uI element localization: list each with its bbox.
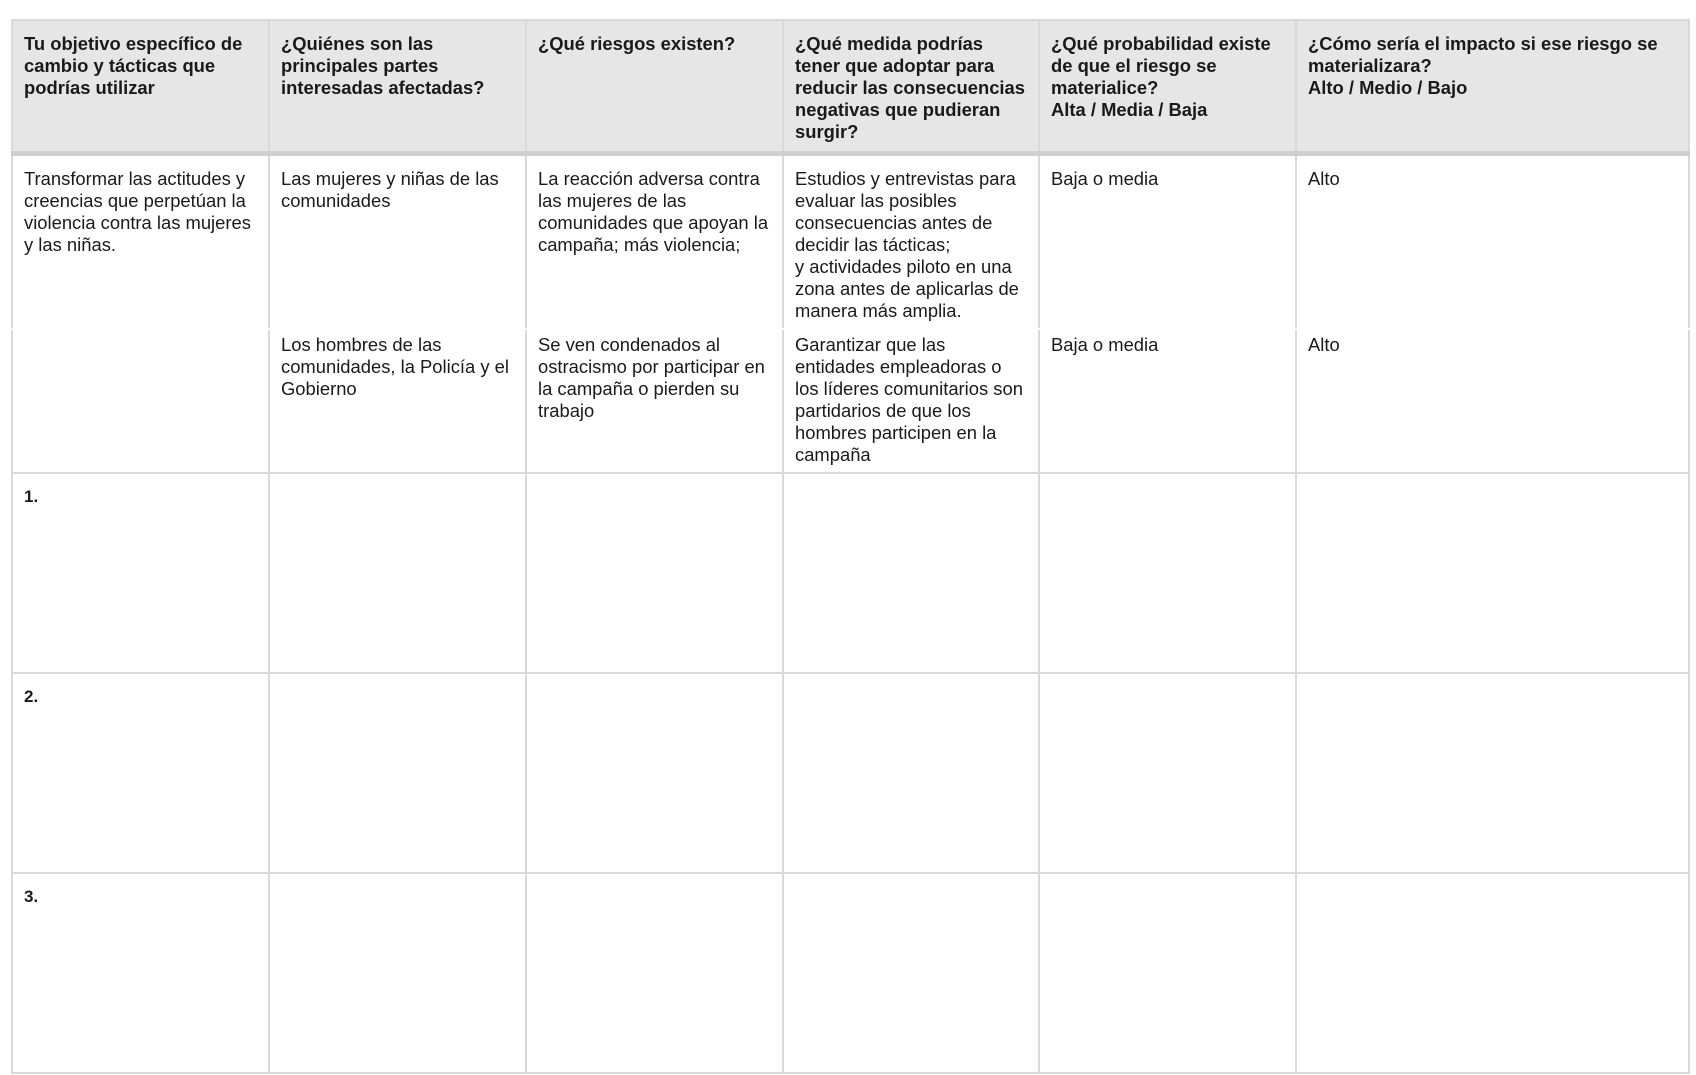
row-number-cell[interactable]: 3. (12, 873, 269, 1073)
header-risks: ¿Qué riesgos existen? (526, 20, 783, 154)
table-row (12, 873, 1689, 1073)
header-stakeholders: ¿Quiénes son las principales partes interesadas afectadas? (269, 20, 526, 154)
cell-mitigation: Garantizar que las entidades empleadoras o los líderes comunitarios son partidarios de que los hombres participen en la campaña (783, 329, 1039, 473)
blank-cell[interactable] (1296, 473, 1689, 673)
blank-cell[interactable] (1039, 473, 1296, 673)
blank-cell[interactable] (269, 473, 526, 673)
blank-cell[interactable] (1039, 673, 1296, 873)
cell-risks: Se ven condenados al ostracismo por participar en la campaña o pierden su trabajo (526, 329, 783, 473)
table-header (12, 20, 1689, 154)
blank-cell[interactable] (269, 673, 526, 873)
risk-assessment-table (11, 19, 1690, 1074)
cell-impact: Alto (1296, 329, 1689, 473)
cell-probability: Baja o media (1039, 329, 1296, 473)
table-row (12, 329, 1689, 473)
header-mitigation: ¿Qué medida podrías tener que adoptar para reducir las consecuencias negativas que pudieran surgir? (783, 20, 1039, 154)
table-row (12, 673, 1689, 873)
header-impact: ¿Cómo sería el impacto si ese riesgo se materializara? Alto / Medio / Bajo (1296, 20, 1689, 154)
row-number-cell[interactable]: 2. (12, 673, 269, 873)
row-number-cell[interactable]: 1. (12, 473, 269, 673)
cell-stakeholders: Los hombres de las comunidades, la Policía y el Gobierno (269, 329, 526, 473)
header-probability: ¿Qué probabilidad existe de que el riesgo se materialice? Alta / Media / Baja (1039, 20, 1296, 154)
header-objective: Tu objetivo específico de cambio y tácticas que podrías utilizar (12, 20, 269, 154)
blank-cell[interactable] (1039, 873, 1296, 1073)
blank-cell[interactable] (783, 473, 1039, 673)
table-row (12, 154, 1689, 330)
cell-objective (12, 329, 269, 473)
blank-cell[interactable] (783, 873, 1039, 1073)
blank-cell[interactable] (269, 873, 526, 1073)
cell-probability: Baja o media (1039, 154, 1296, 330)
table-body (12, 154, 1689, 1074)
blank-cell[interactable] (1296, 873, 1689, 1073)
blank-cell[interactable] (526, 873, 783, 1073)
cell-objective: Transformar las actitudes y creencias que perpetúan la violencia contra las mujeres y las niñas. (12, 154, 269, 330)
blank-cell[interactable] (526, 473, 783, 673)
blank-cell[interactable] (783, 673, 1039, 873)
blank-cell[interactable] (526, 673, 783, 873)
cell-mitigation: Estudios y entrevistas para evaluar las posibles consecuencias antes de decidir las tácticas; y actividades piloto en una zona antes de aplicarlas de manera más amplia. (783, 154, 1039, 330)
cell-stakeholders: Las mujeres y niñas de las comunidades (269, 154, 526, 330)
header-row (12, 20, 1689, 154)
blank-cell[interactable] (1296, 673, 1689, 873)
cell-impact: Alto (1296, 154, 1689, 330)
table-row (12, 473, 1689, 673)
cell-risks: La reacción adversa contra las mujeres de las comunidades que apoyan la campaña; más violencia; (526, 154, 783, 330)
